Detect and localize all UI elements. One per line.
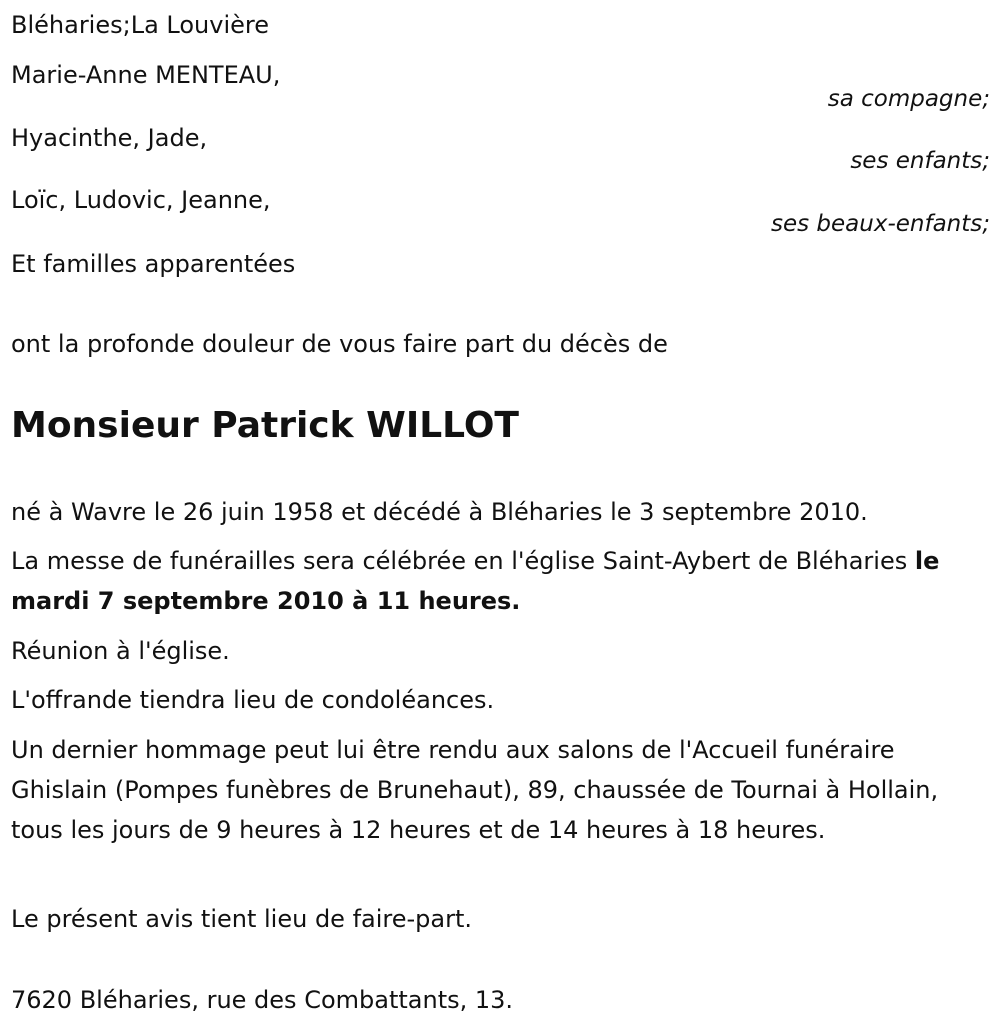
mass-date-text: le mardi 7 septembre 2010 à 11 heures. bbox=[11, 547, 940, 615]
deceased-name: Monsieur Patrick WILLOT bbox=[11, 405, 519, 446]
mass-intro-text: La messe de funérailles sera célébrée en l'église Saint-Aybert de Bléharies bbox=[11, 547, 915, 575]
role-partner: sa compagne; bbox=[827, 86, 990, 112]
birth-death-line: né à Wavre le 26 juin 1958 et décédé à Bléharies le 3 septembre 2010. bbox=[11, 498, 868, 526]
address-line: 7620 Bléharies, rue des Combattants, 13. bbox=[11, 986, 514, 1014]
family-member-children: Hyacinthe, Jade, bbox=[11, 124, 208, 152]
family-relatives: Et familles apparentées bbox=[11, 250, 296, 278]
family-member-partner: Marie-Anne MENTEAU, bbox=[11, 61, 281, 89]
funeral-mass-paragraph bbox=[11, 541, 996, 621]
notice-line: Le présent avis tient lieu de faire-part. bbox=[11, 905, 473, 933]
role-children: ses enfants; bbox=[850, 148, 990, 174]
role-stepchildren: ses beaux-enfants; bbox=[770, 211, 990, 237]
location-line: Bléharies;La Louvière bbox=[11, 11, 269, 39]
family-member-stepchildren: Loïc, Ludovic, Jeanne, bbox=[11, 186, 271, 214]
meeting-line: Réunion à l'église. bbox=[11, 637, 230, 665]
offering-line: L'offrande tiendra lieu de condoléances. bbox=[11, 686, 495, 714]
announcement-text: ont la profonde douleur de vous faire part du décès de bbox=[11, 330, 668, 358]
homage-paragraph: Un dernier hommage peut lui être rendu aux salons de l'Accueil funéraire Ghislain (Pompes funèbres de Brunehaut), 89, chaussée de Tournai à Hollain, tous les jours de 9 heures à 12 heures et de 14 heures à 18 heures. bbox=[11, 736, 939, 844]
